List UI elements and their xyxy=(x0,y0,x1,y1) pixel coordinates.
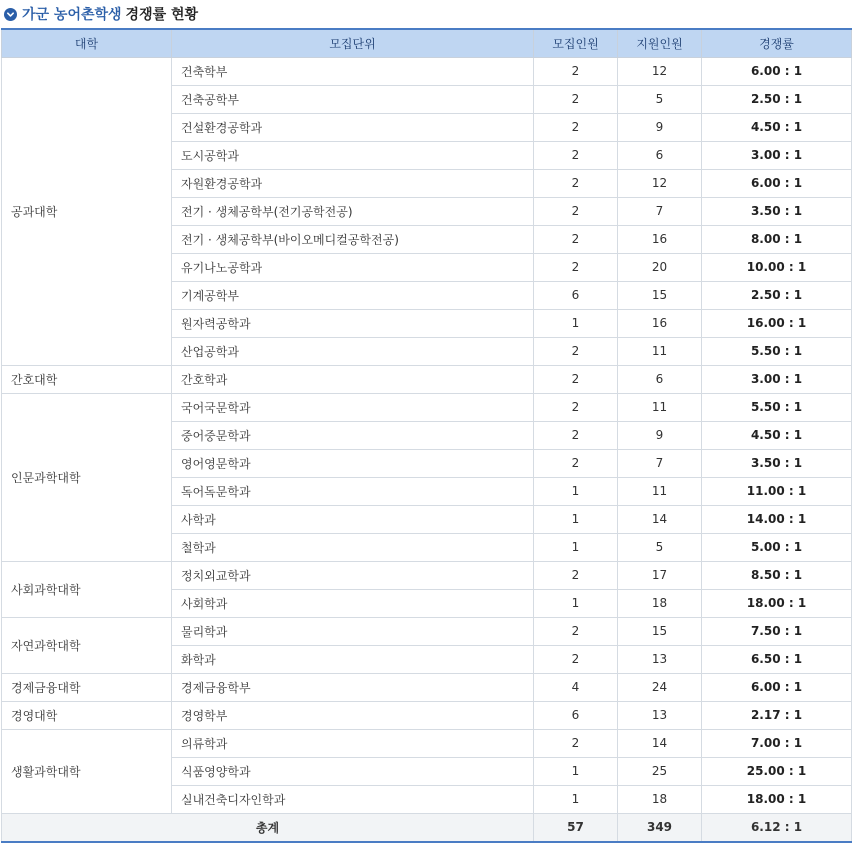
ratio-cell: 6.00 : 1 xyxy=(702,169,852,197)
ratio-cell: 18.00 : 1 xyxy=(702,785,852,813)
ratio-cell: 4.50 : 1 xyxy=(702,421,852,449)
recruit-cell: 4 xyxy=(534,673,618,701)
ratio-cell: 16.00 : 1 xyxy=(702,309,852,337)
header-ratio: 경쟁률 xyxy=(702,29,852,57)
unit-cell: 경제금융학부 xyxy=(172,673,534,701)
unit-cell: 경영학부 xyxy=(172,701,534,729)
ratio-cell: 18.00 : 1 xyxy=(702,589,852,617)
total-label: 총계 xyxy=(2,813,534,842)
unit-cell: 도시공학과 xyxy=(172,141,534,169)
unit-cell: 건축공학부 xyxy=(172,85,534,113)
ratio-cell: 6.00 : 1 xyxy=(702,57,852,85)
unit-cell: 산업공학과 xyxy=(172,337,534,365)
ratio-cell: 3.00 : 1 xyxy=(702,141,852,169)
table-header-row xyxy=(2,29,852,57)
recruit-cell: 1 xyxy=(534,533,618,561)
unit-cell: 중어중문학과 xyxy=(172,421,534,449)
ratio-cell: 5.50 : 1 xyxy=(702,337,852,365)
recruit-cell: 2 xyxy=(534,449,618,477)
unit-cell: 실내건축디자인학과 xyxy=(172,785,534,813)
applicants-cell: 14 xyxy=(618,505,702,533)
ratio-cell: 14.00 : 1 xyxy=(702,505,852,533)
recruit-cell: 2 xyxy=(534,617,618,645)
recruit-cell: 2 xyxy=(534,169,618,197)
recruit-cell: 2 xyxy=(534,645,618,673)
unit-cell: 화학과 xyxy=(172,645,534,673)
recruit-cell: 2 xyxy=(534,337,618,365)
total-applicants: 349 xyxy=(618,813,702,842)
ratio-cell: 7.00 : 1 xyxy=(702,729,852,757)
unit-cell: 유기나노공학과 xyxy=(172,253,534,281)
unit-cell: 독어독문학과 xyxy=(172,477,534,505)
unit-cell: 자원환경공학과 xyxy=(172,169,534,197)
college-cell: 인문과학대학 xyxy=(2,393,172,561)
ratio-cell: 8.50 : 1 xyxy=(702,561,852,589)
unit-cell: 국어국문학과 xyxy=(172,393,534,421)
unit-cell: 기계공학부 xyxy=(172,281,534,309)
ratio-cell: 25.00 : 1 xyxy=(702,757,852,785)
recruit-cell: 6 xyxy=(534,281,618,309)
unit-cell: 건설환경공학과 xyxy=(172,113,534,141)
ratio-cell: 3.50 : 1 xyxy=(702,197,852,225)
ratio-cell: 5.50 : 1 xyxy=(702,393,852,421)
recruit-cell: 2 xyxy=(534,393,618,421)
recruit-cell: 6 xyxy=(534,701,618,729)
applicants-cell: 12 xyxy=(618,57,702,85)
table-row xyxy=(2,561,852,589)
section-heading xyxy=(0,0,852,28)
unit-cell: 전기 · 생체공학부(바이오메디컬공학전공) xyxy=(172,225,534,253)
college-cell: 공과대학 xyxy=(2,57,172,365)
heading-highlight: 가군 농어촌학생 xyxy=(22,7,122,23)
college-cell: 경제금융대학 xyxy=(2,673,172,701)
chevron-down-circle-icon xyxy=(4,8,17,21)
applicants-cell: 20 xyxy=(618,253,702,281)
applicants-cell: 7 xyxy=(618,449,702,477)
ratio-cell: 10.00 : 1 xyxy=(702,253,852,281)
unit-cell: 식품영양학과 xyxy=(172,757,534,785)
applicants-cell: 5 xyxy=(618,85,702,113)
recruit-cell: 2 xyxy=(534,85,618,113)
header-college: 대학 xyxy=(2,29,172,57)
recruit-cell: 2 xyxy=(534,57,618,85)
applicants-cell: 18 xyxy=(618,589,702,617)
unit-cell: 의류학과 xyxy=(172,729,534,757)
table-row xyxy=(2,729,852,757)
applicants-cell: 11 xyxy=(618,393,702,421)
table-row xyxy=(2,673,852,701)
ratio-cell: 2.50 : 1 xyxy=(702,281,852,309)
unit-cell: 사학과 xyxy=(172,505,534,533)
recruit-cell: 2 xyxy=(534,365,618,393)
total-recruit: 57 xyxy=(534,813,618,842)
applicants-cell: 24 xyxy=(618,673,702,701)
unit-cell: 전기 · 생체공학부(전기공학전공) xyxy=(172,197,534,225)
table-body xyxy=(2,57,852,813)
recruit-cell: 1 xyxy=(534,785,618,813)
applicants-cell: 11 xyxy=(618,337,702,365)
applicants-cell: 15 xyxy=(618,281,702,309)
unit-cell: 사회학과 xyxy=(172,589,534,617)
ratio-cell: 5.00 : 1 xyxy=(702,533,852,561)
applicants-cell: 12 xyxy=(618,169,702,197)
unit-cell: 간호학과 xyxy=(172,365,534,393)
ratio-cell: 8.00 : 1 xyxy=(702,225,852,253)
ratio-cell: 6.00 : 1 xyxy=(702,673,852,701)
table-row xyxy=(2,57,852,85)
competition-rate-table xyxy=(1,28,852,843)
heading-rest: 경쟁률 현황 xyxy=(125,7,199,23)
college-cell: 생활과학대학 xyxy=(2,729,172,813)
header-recruit: 모집인원 xyxy=(534,29,618,57)
applicants-cell: 6 xyxy=(618,365,702,393)
applicants-cell: 16 xyxy=(618,225,702,253)
recruit-cell: 2 xyxy=(534,225,618,253)
applicants-cell: 13 xyxy=(618,701,702,729)
applicants-cell: 7 xyxy=(618,197,702,225)
recruit-cell: 2 xyxy=(534,561,618,589)
ratio-cell: 2.50 : 1 xyxy=(702,85,852,113)
ratio-cell: 3.00 : 1 xyxy=(702,365,852,393)
unit-cell: 원자력공학과 xyxy=(172,309,534,337)
ratio-cell: 4.50 : 1 xyxy=(702,113,852,141)
applicants-cell: 16 xyxy=(618,309,702,337)
applicants-cell: 17 xyxy=(618,561,702,589)
applicants-cell: 13 xyxy=(618,645,702,673)
college-cell: 자연과학대학 xyxy=(2,617,172,673)
recruit-cell: 1 xyxy=(534,477,618,505)
recruit-cell: 2 xyxy=(534,197,618,225)
applicants-cell: 15 xyxy=(618,617,702,645)
recruit-cell: 1 xyxy=(534,505,618,533)
unit-cell: 영어영문학과 xyxy=(172,449,534,477)
recruit-cell: 1 xyxy=(534,757,618,785)
recruit-cell: 2 xyxy=(534,141,618,169)
recruit-cell: 2 xyxy=(534,113,618,141)
applicants-cell: 9 xyxy=(618,113,702,141)
recruit-cell: 1 xyxy=(534,589,618,617)
recruit-cell: 2 xyxy=(534,421,618,449)
applicants-cell: 6 xyxy=(618,141,702,169)
total-row xyxy=(2,813,852,842)
applicants-cell: 9 xyxy=(618,421,702,449)
table-row xyxy=(2,393,852,421)
header-applicants: 지원인원 xyxy=(618,29,702,57)
unit-cell: 정치외교학과 xyxy=(172,561,534,589)
table-row xyxy=(2,365,852,393)
total-ratio: 6.12 : 1 xyxy=(702,813,852,842)
college-cell: 경영대학 xyxy=(2,701,172,729)
ratio-cell: 2.17 : 1 xyxy=(702,701,852,729)
table-row xyxy=(2,701,852,729)
applicants-cell: 18 xyxy=(618,785,702,813)
applicants-cell: 5 xyxy=(618,533,702,561)
ratio-cell: 7.50 : 1 xyxy=(702,617,852,645)
ratio-cell: 6.50 : 1 xyxy=(702,645,852,673)
unit-cell: 건축학부 xyxy=(172,57,534,85)
recruit-cell: 1 xyxy=(534,309,618,337)
applicants-cell: 25 xyxy=(618,757,702,785)
table-row xyxy=(2,617,852,645)
applicants-cell: 14 xyxy=(618,729,702,757)
applicants-cell: 11 xyxy=(618,477,702,505)
recruit-cell: 2 xyxy=(534,253,618,281)
ratio-cell: 3.50 : 1 xyxy=(702,449,852,477)
header-unit: 모집단위 xyxy=(172,29,534,57)
recruit-cell: 2 xyxy=(534,729,618,757)
college-cell: 사회과학대학 xyxy=(2,561,172,617)
unit-cell: 철학과 xyxy=(172,533,534,561)
college-cell: 간호대학 xyxy=(2,365,172,393)
ratio-cell: 11.00 : 1 xyxy=(702,477,852,505)
unit-cell: 물리학과 xyxy=(172,617,534,645)
